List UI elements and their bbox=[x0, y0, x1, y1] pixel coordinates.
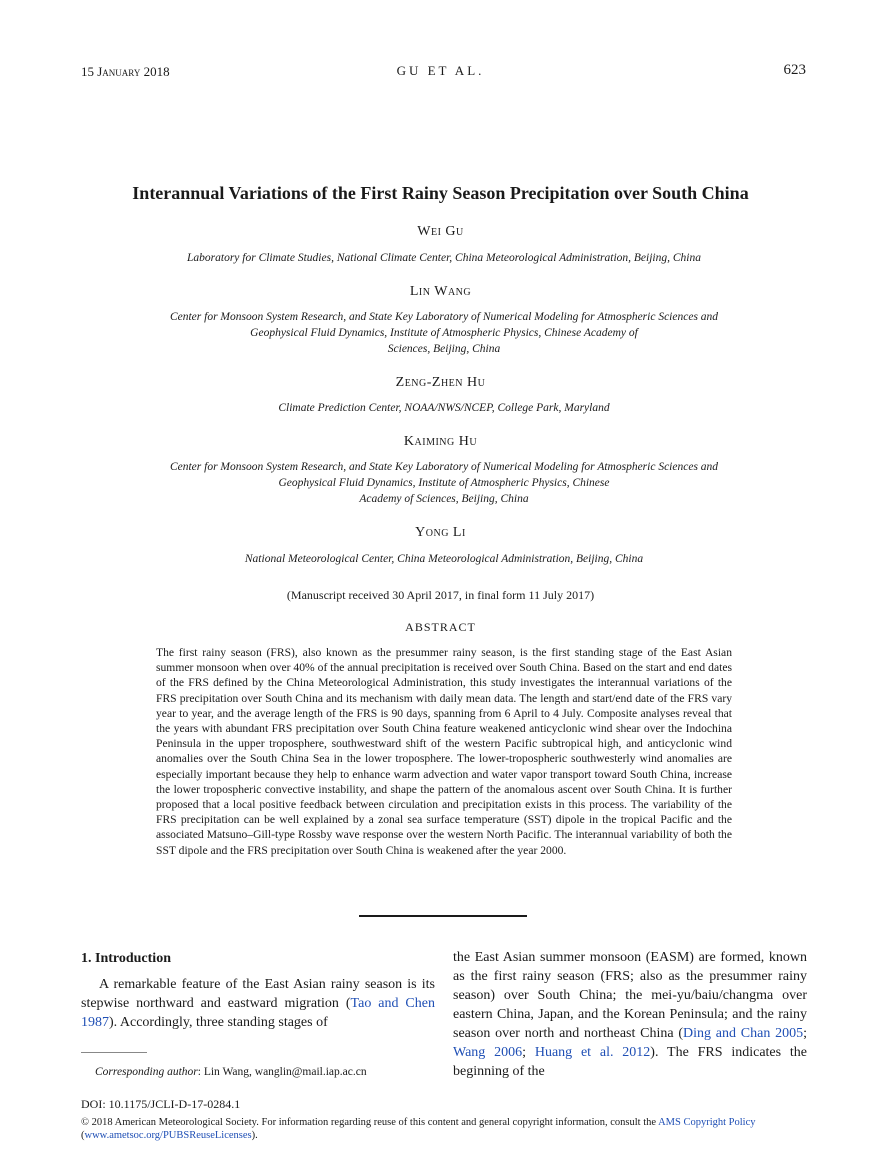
header-date: 15 January 2018 bbox=[81, 64, 170, 79]
page-number: 623 bbox=[783, 62, 806, 78]
reuse-licenses-link[interactable]: www.ametsoc.org/PUBSReuseLicenses bbox=[84, 1130, 252, 1141]
paper-title: Interannual Variations of the First Rainy Season Precipitation over South China bbox=[132, 183, 749, 203]
author-name: Kaiming Hu bbox=[403, 434, 478, 449]
doi: DOI: 10.1175/JCLI-D-17-0284.1 bbox=[81, 1097, 241, 1111]
author-name: Wei Gu bbox=[417, 224, 464, 239]
author-affiliation: Center for Monsoon System Research, and State Key Laboratory of Numerical Modeling for Atmospheric Sciences and Geophysical Fluid Dynamics, Institute of Atmospheric Physics, Chinese Academy of Sciences, Beijing, China bbox=[169, 311, 719, 355]
author-affiliation: Climate Prediction Center, NOAA/NWS/NCEP, College Park, Maryland bbox=[278, 402, 610, 414]
section-divider bbox=[359, 915, 527, 917]
author-affiliation: Laboratory for Climate Studies, National Climate Center, China Meteorological Administration, Beijing, China bbox=[187, 252, 701, 264]
footnote-rule bbox=[81, 1052, 147, 1053]
header-running-authors: GU ET AL. bbox=[396, 63, 485, 78]
section-title: 1. Introduction bbox=[81, 951, 171, 966]
author-affiliation: National Meteorological Center, China Meteorological Administration, Beijing, China bbox=[244, 553, 644, 565]
citation-link[interactable]: Ding and Chan 2005 bbox=[683, 1026, 804, 1041]
author-affiliation: Center for Monsoon System Research, and State Key Laboratory of Numerical Modeling for Atmospheric Sciences and Geophysical Fluid Dynamics, Institute of Atmospheric Physics, Chinese Academy of Sciences, Beijing, China bbox=[169, 461, 719, 505]
citation-link[interactable]: Huang et al. 2012 bbox=[534, 1045, 651, 1060]
abstract-heading: ABSTRACT bbox=[405, 620, 476, 634]
author-name: Zeng-Zhen Hu bbox=[395, 375, 486, 390]
author-name: Lin Wang bbox=[409, 284, 472, 299]
intro-right-column: the East Asian summer monsoon (EASM) are formed, known as the first rainy season (FRS; also as the presummer rainy season) over South China; the mei-yu/baiu/changma over eastern China, Japan, and the Korean Peninsula; and the rainy season over north and northeast China (Ding and Chan 2005; Wang 2006; Huang et al. 2012). The FRS indicates the beginning of the bbox=[453, 950, 808, 1079]
copyright-policy-link[interactable]: AMS Copyright Policy bbox=[658, 1117, 756, 1128]
corresponding-author-footnote: Corresponding author: Lin Wang, wanglin@mail.iap.ac.cn bbox=[95, 1066, 367, 1078]
citation-link[interactable]: Tao and Chen 1987 bbox=[81, 996, 435, 1030]
copyright-notice: © 2018 American Meteorological Society. For information regarding reuse of this content and general copyright information, consult the AMS Copyright Policy (www.ametsoc.org/PUBSReuseLicenses). bbox=[81, 1117, 756, 1141]
citation-link[interactable]: Wang 2006 bbox=[453, 1045, 523, 1060]
abstract-text: The first rainy season (FRS), also known as the presummer rainy season, is the first standing stage of the East Asian summer monsoon when over 40% of the annual precipitation is received over South China. Based on the start and end dates of the FRS defined by the China Meteorological Administration, this study investigates the interannual variations of the FRS precipitation over South China and its mechanism with daily mean data. The length and start/end date of the FRS vary year to year, and the average length of the FRS is 90 days, spanning from 6 April to 4 July. Composite analyses reveal that the years with abundant FRS precipitation over South China feature weakened anticyclonic wind shear over the Indochina Peninsula in the upper troposphere, southwestward shift of the western Pacific subtropical high, and anticyclonic wind anomalies over the South China Sea in the lower troposphere. The lower-tropospheric southwesterly wind anomalies are especially important because they help to enhance warm advection and water vapor transport toward South China, increase the lower tropospheric convective instability, and shape the pattern of the anomalous ascent over South China. It is further proposed that a local positive feedback between circulation and precipitation exists in this process. The variability of the FRS precipitation can be well explained by a zonal sea surface temperature (SST) dipole in the tropical Pacific and the associated Matsuno–Gill-type Rossby wave response over the western North Pacific. The interannual variability of both the SST dipole and the FRS precipitation over South China is weakened after the year 2000. bbox=[156, 646, 732, 857]
intro-left-column: A remarkable feature of the East Asian rainy season is its stepwise northward and eastward migration (Tao and Chen 1987). Accordingly, three standing stages of bbox=[81, 977, 435, 1030]
author-name: Yong Li bbox=[415, 525, 466, 540]
manuscript-received: (Manuscript received 30 April 2017, in final form 11 July 2017) bbox=[286, 588, 595, 602]
